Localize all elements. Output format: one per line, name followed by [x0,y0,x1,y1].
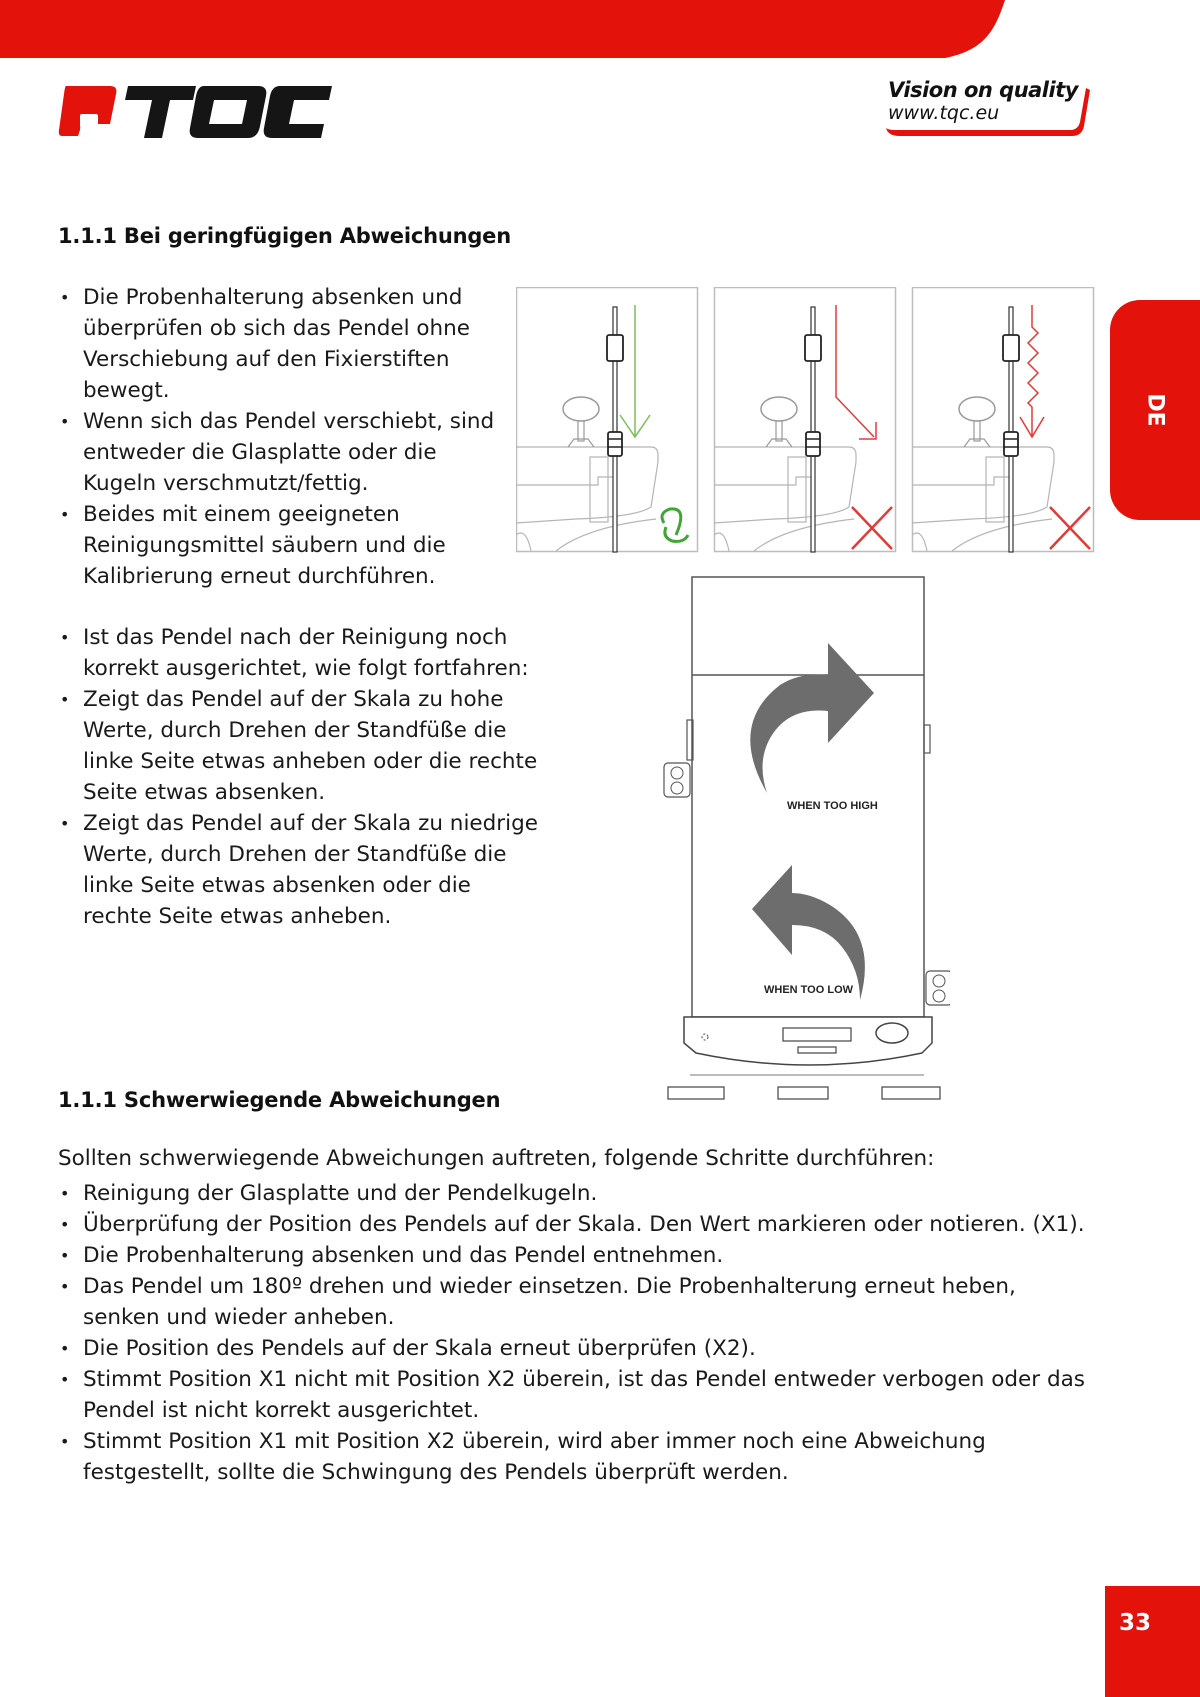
right-foot-adjuster [926,971,950,1005]
page-number-box [1105,1586,1200,1697]
bullet-list-major-steps [58,1178,1098,1488]
foot-left [668,1087,724,1099]
list-item: • Die Probenhalterung absenken und das Pendel entnehmen. [58,1240,1098,1271]
foot-center [778,1087,828,1099]
pendulum-panel-correct [516,288,698,553]
list-item: • Überprüfung der Position des Pendels auf der Skala. Den Wert markieren oder notieren. (X1). [58,1209,1098,1240]
tagline-text: Vision on quality [888,78,1078,102]
list-item: • Zeigt das Pendel auf der Skala zu hohe Werte, durch Drehen der Standfüße die linke Seite etwas anheben oder die rechte Seite etwas absenken. [58,684,538,808]
list-item: • Beides mit einem geeigneten Reinigungsmittel säubern und die Kalibrierung erneut durchführen. [58,499,498,592]
device-housing [692,577,924,1017]
list-item: • Ist das Pendel nach der Reinigung noch korrekt ausgerichtet, wie folgt fortfahren: [58,622,538,684]
list-item: • Die Position des Pendels auf der Skala erneut überprüfen (X2). [58,1333,1098,1364]
list-item: • Reinigung der Glasplatte und der Pendelkugeln. [58,1178,1098,1209]
section-heading-minor-deviations: 1.1.1 Bei geringfügigen Abweichungen [58,224,511,248]
list-item: • Zeigt das Pendel auf der Skala zu niedrige Werte, durch Drehen der Standfüße die linke Seite etwas absenken oder die rechte Seite etwas anheben. [58,808,538,932]
bullet-list-cleaning [58,282,498,592]
foot-right [882,1087,940,1099]
pendulum-panels-figure [516,287,1096,555]
list-item: • Das Pendel um 180º drehen und wieder einsetzen. Die Probenhalterung erneut heben, senken und wieder anheben. [58,1271,1098,1333]
section-intro: Sollten schwerwiegende Abweichungen auftreten, folgende Schritte durchführen: [58,1146,935,1171]
language-tab [1110,300,1200,520]
control-knob [876,1023,908,1043]
section-heading-major-deviations: 1.1.1 Schwerwiegende Abweichungen [58,1088,501,1112]
language-label: DE [1142,393,1168,427]
list-item: • Stimmt Position X1 nicht mit Position X2 überein, ist das Pendel entweder verbogen oder das Pendel ist nicht korrekt ausgerichtet. [58,1364,1098,1426]
pendulum-panel-zigzag [912,288,1094,553]
device-adjustment-figure [660,575,950,1110]
page-number: 33 [1119,1610,1152,1636]
website-link[interactable]: www.tqc.eu [888,102,1000,124]
header-banner [0,0,1200,58]
tagline-block [882,78,1092,140]
label-when-too-high: WHEN TOO HIGH [787,800,878,812]
label-when-too-low: WHEN TOO LOW [764,984,854,996]
pendulum-panel-shifted [714,288,896,553]
bullet-list-adjustment [58,622,538,932]
list-item: • Die Probenhalterung absenken und überprüfen ob sich das Pendel ohne Verschiebung auf den Fixierstiften bewegt. [58,282,498,406]
list-item: • Stimmt Position X1 mit Position X2 überein, wird aber immer noch eine Abweichung festgestellt, sollte die Schwingung des Pendels überprüft werden. [58,1426,1098,1488]
list-item: • Wenn sich das Pendel verschiebt, sind entweder die Glasplatte oder die Kugeln verschmutzt/fettig. [58,406,498,499]
tqc-logo [58,80,333,142]
left-foot-adjuster [664,763,690,797]
